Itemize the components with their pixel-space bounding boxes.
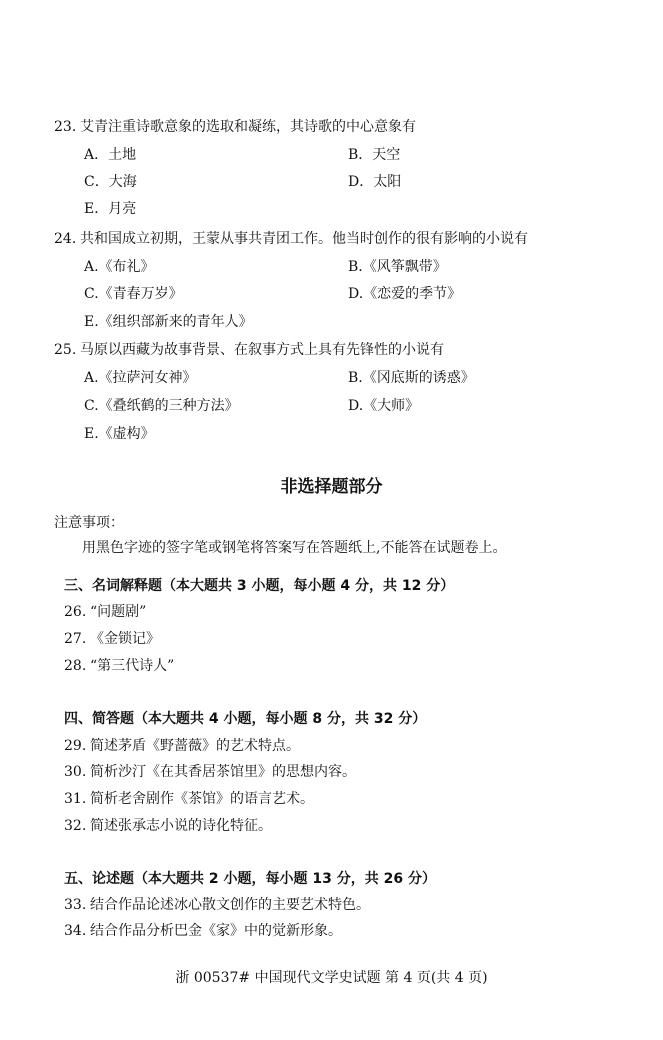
question-text: 简述张承志小说的诗化特征。 xyxy=(90,818,272,834)
question-text: 简析老舍剧作《茶馆》的语言艺术。 xyxy=(90,791,314,807)
option-a: A．土地 xyxy=(84,147,137,163)
question-26 xyxy=(64,603,146,621)
question-text: “问题剧” xyxy=(90,604,147,620)
question-number: 30. xyxy=(64,764,87,780)
question-32 xyxy=(64,817,272,835)
question-33 xyxy=(64,896,370,914)
question-25 xyxy=(54,341,444,359)
question-stem: 艾青注重诗歌意象的选取和凝练，其诗歌的中心意象有 xyxy=(80,119,416,135)
question-number: 24. xyxy=(54,231,77,247)
page-footer: 浙 00537# 中国现代文学史试题 第 4 页(共 4 页) xyxy=(175,970,488,986)
question-24 xyxy=(54,230,528,248)
question-number: 34. xyxy=(64,923,87,939)
notice-body: 用黑色字迹的签字笔或钢笔将答案写在答题纸上,不能答在试题卷上。 xyxy=(82,540,507,556)
question-31 xyxy=(64,790,314,808)
option-b: B.《冈底斯的诱惑》 xyxy=(348,370,475,386)
question-number: 28. xyxy=(64,658,87,674)
question-30 xyxy=(64,763,356,781)
question-text: 简述茅盾《野蔷薇》的艺术特点。 xyxy=(90,738,300,754)
option-b: B.《风筝飘带》 xyxy=(348,259,447,275)
question-number: 33. xyxy=(64,897,87,913)
question-number: 31. xyxy=(64,791,87,807)
question-number: 32. xyxy=(64,818,87,834)
question-text: 《金锁记》 xyxy=(90,631,160,647)
option-c: C．大海 xyxy=(84,174,137,190)
question-stem: 共和国成立初期，王蒙从事共青团工作。他当时创作的很有影响的小说有 xyxy=(80,231,528,247)
question-text: 简析沙汀《在其香居茶馆里》的思想内容。 xyxy=(90,764,356,780)
option-a: A.《布礼》 xyxy=(84,259,155,275)
question-text: 结合作品论述冰心散文创作的主要艺术特色。 xyxy=(90,897,370,913)
question-number: 29. xyxy=(64,738,87,754)
part-heading: 四、简答题（本大题共 4 小题，每小题 8 分，共 32 分） xyxy=(64,711,427,727)
part-heading: 五、论述题（本大题共 2 小题，每小题 13 分，共 26 分） xyxy=(64,871,436,887)
section-title: 非选择题部分 xyxy=(280,477,383,497)
option-c: C.《青春万岁》 xyxy=(84,286,183,302)
option-c: C.《叠纸鹤的三种方法》 xyxy=(84,398,239,414)
question-27 xyxy=(64,630,160,648)
notice-heading: 注意事项： xyxy=(54,515,124,531)
part-heading: 三、名词解释题（本大题共 3 小题，每小题 4 分，共 12 分） xyxy=(64,578,455,594)
option-d: D.《恋爱的季节》 xyxy=(348,286,462,302)
question-number: 26. xyxy=(64,604,87,620)
question-stem: 马原以西藏为故事背景、在叙事方式上具有先锋性的小说有 xyxy=(80,342,444,358)
option-e: E．月亮 xyxy=(84,201,137,217)
question-28 xyxy=(64,657,174,675)
option-d: D．太阳 xyxy=(348,174,402,190)
option-e: E.《虚构》 xyxy=(84,426,155,442)
question-34 xyxy=(64,922,342,940)
question-number: 23. xyxy=(54,119,77,135)
question-23 xyxy=(54,118,416,136)
option-a: A.《拉萨河女神》 xyxy=(84,370,197,386)
question-text: 结合作品分析巴金《家》中的觉新形象。 xyxy=(90,923,342,939)
option-e: E.《组织部新来的青年人》 xyxy=(84,314,253,330)
option-d: D.《大师》 xyxy=(348,398,420,414)
question-number: 25. xyxy=(54,342,77,358)
question-number: 27. xyxy=(64,631,87,647)
question-text: “第三代诗人” xyxy=(90,658,175,674)
option-b: B．天空 xyxy=(348,147,401,163)
question-29 xyxy=(64,737,300,755)
